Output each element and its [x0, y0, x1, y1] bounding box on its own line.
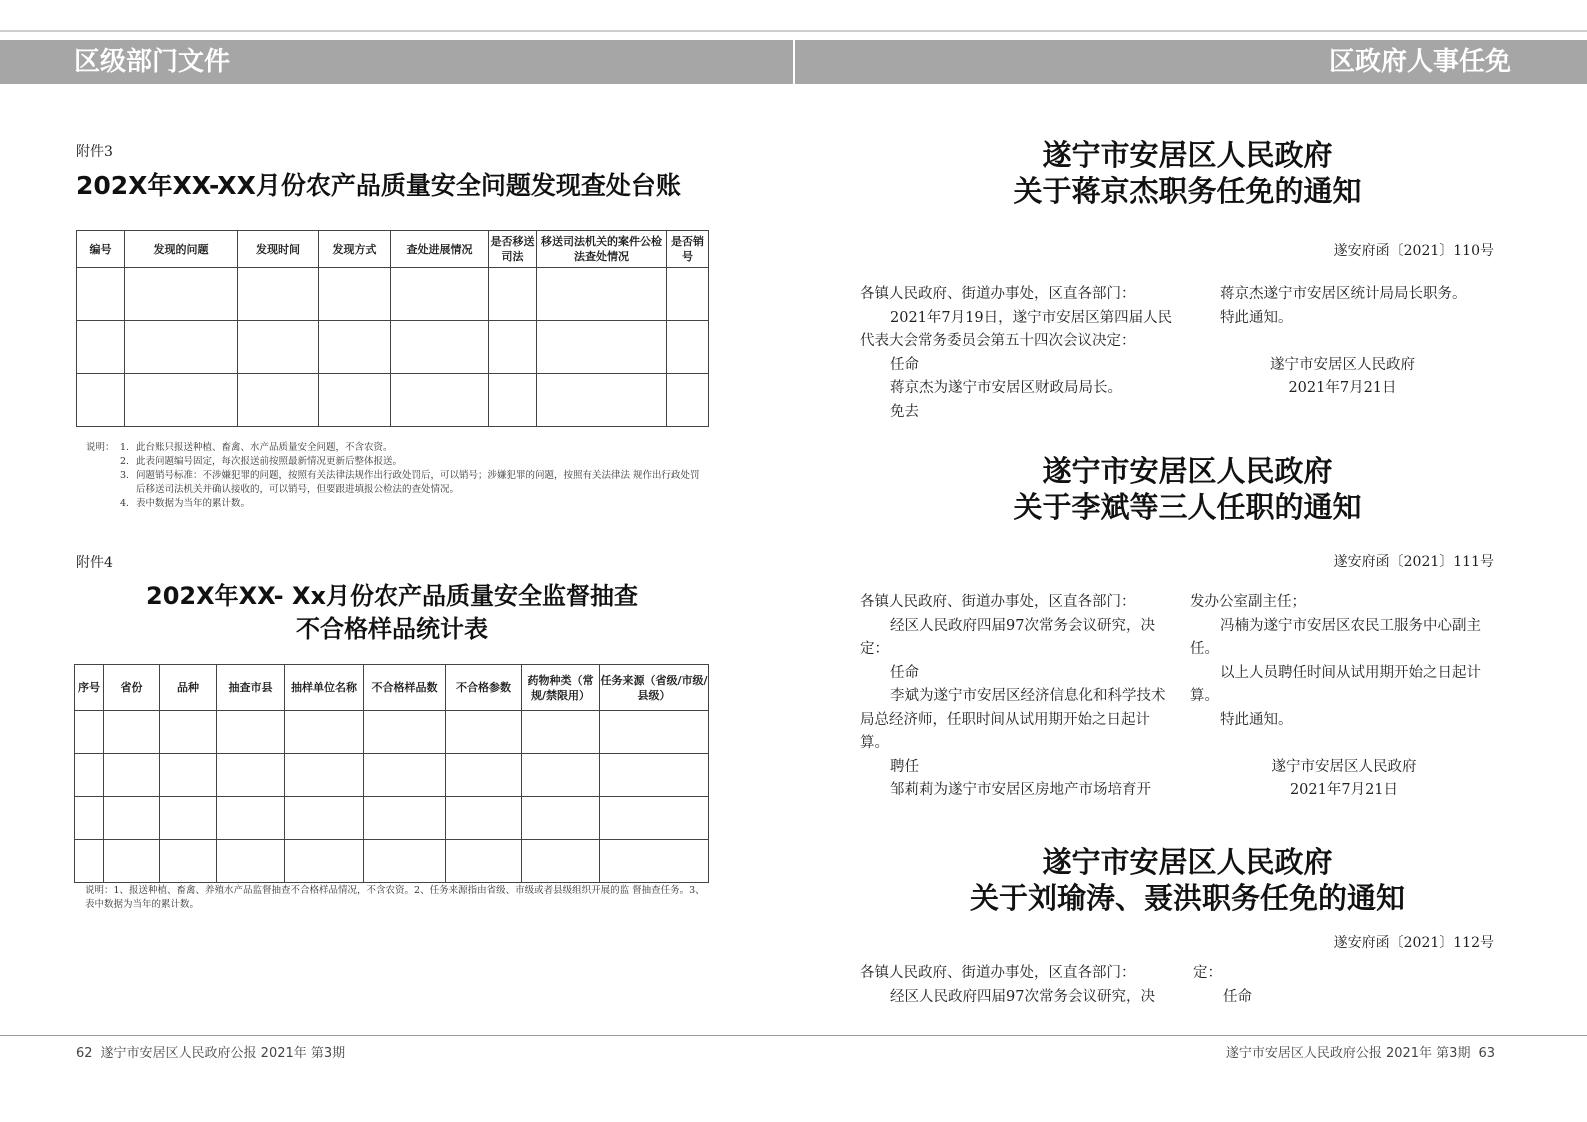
body-paragraph: 李斌为遂宁市安居区经济信息化和科学技术局总经济师，任职时间从试用期开始之日起计算。: [860, 688, 1166, 751]
annex4-col-header: 品种: [160, 665, 217, 711]
annex4-col-header: 不合格参数: [446, 665, 522, 711]
right-footer: [1218, 1042, 1495, 1061]
note-number: 4.: [120, 498, 130, 509]
notice2-body-col1: [860, 591, 1175, 803]
notice1-date: 2021年7月21日: [1288, 380, 1397, 396]
notice1-title-line1: 遂宁市安居区人民政府: [1042, 138, 1333, 172]
annex3-col-header: 是否销号: [667, 231, 709, 268]
body-paragraph: 冯楠为遂宁市安居区农民工服务中心副主任。: [1190, 617, 1481, 657]
table-row: [77, 374, 709, 427]
annex4-col-header: 抽样单位名称: [285, 665, 364, 711]
notice3-doc-number: 遂安府函〔2021〕112号: [1333, 935, 1494, 951]
notice2-body-col2: [1190, 591, 1498, 803]
notice1-doc-number: 遂安府函〔2021〕110号: [1333, 243, 1494, 259]
note-item: [86, 469, 706, 497]
annex3-col-header: 是否移送司法: [489, 231, 537, 268]
body-paragraph: 任命: [890, 356, 919, 373]
body-paragraph: 发办公室副主任；: [1190, 594, 1306, 610]
left-footer-text: 遂宁市安居区人民政府公报 2021年 第3期: [100, 1046, 346, 1061]
annex4-col-header: 药物种类（常规/禁限用）: [522, 665, 600, 711]
note-number: 1.: [120, 442, 130, 453]
body-paragraph: 经区人民政府四届97次常务会议研究，决: [890, 988, 1155, 1005]
body-paragraph: 特此通知。: [1220, 711, 1293, 728]
table-row: [75, 754, 709, 797]
left-page-number: 62: [76, 1046, 93, 1061]
body-paragraph: 特此通知。: [1220, 309, 1293, 326]
annex4-col-header: 不合格样品数: [364, 665, 446, 711]
body-paragraph: 邹莉莉为遂宁市安居区房地产市场培育开: [890, 782, 1151, 798]
body-paragraph: 2021年7月19日，遂宁市安居区第四届人民代表大会常务委员会第五十四次会议决定：: [860, 309, 1173, 349]
note-text: 问题销号标准：不涉嫌犯罪的问题，按照有关法律法规作出行政处罚后，可以销号；涉嫌犯罪的问题，按照有关法律法 规作出行政处罚后移送司法机关并确认接收的，可以销号，但要跟进填报公检法的查处情况。: [136, 470, 700, 495]
annex3-col-header: 发现的问题: [125, 231, 238, 268]
body-paragraph: 聘任: [890, 758, 919, 775]
left-section-title: 区级部门文件: [74, 47, 231, 77]
note-text: 表中数据为当年的累计数。: [136, 498, 251, 509]
top-rule: [0, 30, 1587, 32]
table-row: [75, 711, 709, 754]
note-item: [86, 455, 706, 469]
annex4-col-header: 任务来源（省级/市级/县级）: [600, 665, 709, 711]
right-page-number: 63: [1478, 1046, 1495, 1061]
body-paragraph: 各镇人民政府、街道办事处，区直各部门：: [860, 594, 1136, 610]
annex3-col-header: 查处进展情况: [391, 231, 489, 268]
note-number: 2.: [120, 456, 130, 467]
table-row: [77, 268, 709, 321]
annex3-col-header: 发现方式: [319, 231, 391, 268]
annex4-note: 说明：1、报送种植、畜禽、养殖水产品监督抽查不合格样品情况，不含农资。2、任务来源指由省级、市级或者县级组织开展的监 督抽查任务。3、表中数据为当年的累计数。: [85, 885, 705, 910]
annex3-notes: [86, 441, 706, 511]
body-paragraph: 蒋京杰遂宁市安居区统计局局长职务。: [1220, 286, 1467, 302]
annex4-col-header: 序号: [75, 665, 104, 711]
annex3-col-header: 编号: [77, 231, 125, 268]
notice2-title-line1: 遂宁市安居区人民政府: [1042, 454, 1333, 488]
notes-lead: 说明：: [86, 442, 115, 453]
right-footer-text: 遂宁市安居区人民政府公报 2021年 第3期: [1225, 1046, 1471, 1061]
notice3-body-col1: [860, 962, 1175, 1009]
notice3-title-line2: 关于刘瑜涛、聂洪职务任免的通知: [969, 881, 1405, 915]
body-paragraph: 以上人员聘任时间从试用期开始之日起计算。: [1190, 664, 1481, 704]
note-text: 此台账只报送种植、畜禽、水产品质量安全问题，不含农资。: [136, 442, 393, 453]
annex4-col-header: 抽查市县: [217, 665, 285, 711]
notice2-date: 2021年7月21日: [1289, 782, 1399, 798]
table-row: [75, 797, 709, 840]
note-item: [86, 441, 706, 455]
annex3-col-header: 发现时间: [238, 231, 319, 268]
notice2-title-line2: 关于李斌等三人任职的通知: [1013, 490, 1362, 524]
annex4-label: 附件4: [76, 555, 113, 571]
body-paragraph: 定：: [1193, 965, 1222, 981]
annex4-table: [74, 664, 709, 883]
notice2-signer: 遂宁市安居区人民政府: [1271, 758, 1417, 775]
annex4-header-row: [75, 665, 709, 711]
body-paragraph: 各镇人民政府、街道办事处，区直各部门：: [860, 965, 1136, 981]
body-paragraph: 免去: [890, 403, 919, 420]
body-paragraph: 经区人民政府四届97次常务会议研究，决定：: [860, 617, 1155, 657]
notice3-body-col2: [1193, 962, 1493, 1009]
footer-rule: [0, 1035, 1587, 1036]
notice1-title-line2: 关于蒋京杰职务任免的通知: [1013, 174, 1362, 208]
table-row: [77, 321, 709, 374]
annex3-header-row: [77, 231, 709, 268]
annex3-table: [76, 230, 709, 427]
annex3-label: 附件3: [76, 144, 113, 160]
body-paragraph: 蒋京杰为遂宁市安居区财政局局长。: [890, 380, 1122, 396]
note-item: [86, 497, 706, 511]
annex4-col-header: 省份: [104, 665, 160, 711]
annex4-title-line1: 202X年XX- Xx月份农产品质量安全监督抽查: [146, 582, 638, 610]
notice2-doc-number: 遂安府函〔2021〕111号: [1333, 554, 1494, 570]
body-paragraph: 任命: [1223, 988, 1252, 1005]
table-row: [75, 840, 709, 883]
body-paragraph: 各镇人民政府、街道办事处，区直各部门：: [860, 286, 1136, 302]
notice1-signer: 遂宁市安居区人民政府: [1270, 356, 1415, 373]
annex3-title: 202X年XX-XX月份农产品质量安全问题发现查处台账: [76, 171, 681, 200]
notice1-body-col1: [860, 283, 1175, 424]
annex3-col-header: 移送司法机关的案件公检法查处情况: [537, 231, 667, 268]
right-section-title: 区政府人事任免: [1328, 47, 1511, 77]
note-number: 3.: [120, 470, 130, 481]
left-footer: [76, 1042, 353, 1061]
note-text: 此表问题编号固定，每次报送前按照最新情况更新后整体报送。: [136, 456, 403, 467]
body-paragraph: 任命: [890, 664, 919, 681]
notice1-body-col2: [1190, 283, 1495, 401]
annex4-title-line2: 不合格样品统计表: [296, 615, 488, 643]
notice3-title-line1: 遂宁市安居区人民政府: [1042, 845, 1333, 879]
